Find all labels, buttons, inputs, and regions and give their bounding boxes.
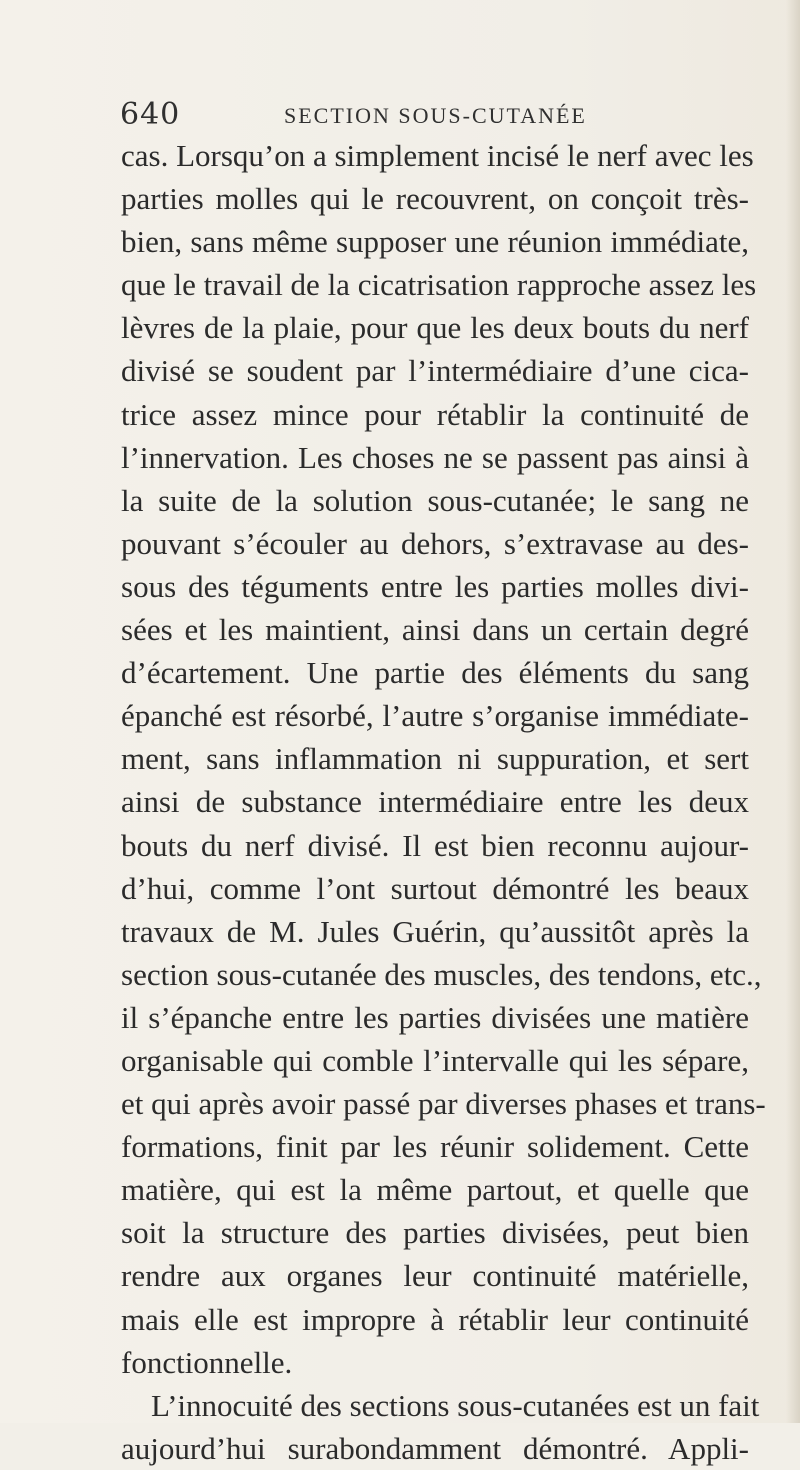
text-line: d’écartement. Une partie des éléments du sang bbox=[121, 655, 749, 691]
text-line: et qui après avoir passé par diverses phases et trans- bbox=[121, 1086, 766, 1122]
text-line: bouts du nerf divisé. Il est bien reconnu aujour- bbox=[121, 827, 749, 863]
text-line: trice assez mince pour rétablir la continuité de bbox=[121, 396, 749, 432]
text-line: travaux de M. Jules Guérin, qu’aussitôt après la bbox=[121, 913, 749, 949]
text-line: sées et les maintient, ainsi dans un certain degré bbox=[121, 612, 749, 648]
running-title: SECTION SOUS-CUTANÉE bbox=[284, 103, 587, 128]
text-line: d’hui, comme l’ont surtout démontré les beaux bbox=[121, 870, 749, 906]
text-line: L’innocuité des sections sous-cutanées est un fait bbox=[151, 1387, 760, 1423]
text-line: ment, sans inflammation ni suppuration, et sert bbox=[121, 741, 749, 777]
text-line: la suite de la solution sous-cutanée; le sang ne bbox=[121, 482, 749, 518]
text-line: formations, finit par les réunir solidement. Cette bbox=[121, 1129, 749, 1165]
text-line: épanché est résorbé, l’autre s’organise immédiate- bbox=[121, 698, 749, 734]
text-line: lèvres de la plaie, pour que les deux bouts du nerf bbox=[121, 310, 749, 346]
text-line: bien, sans même supposer une réunion immédiate, bbox=[121, 224, 749, 260]
text-line: matière, qui est la même partout, et quelle que bbox=[121, 1172, 749, 1208]
text-line: divisé se soudent par l’intermédiaire d’une cica- bbox=[121, 353, 749, 389]
page-number: 640 bbox=[120, 97, 181, 132]
text-line: mais elle est impropre à rétablir leur continuité bbox=[121, 1301, 749, 1337]
text-line: cas. Lorsqu’on a simplement incisé le nerf avec les bbox=[121, 138, 754, 173]
text-line: fonctionnelle. bbox=[121, 1344, 293, 1380]
page-edge-shadow bbox=[786, 0, 800, 1423]
text-line: sous des téguments entre les parties molles divi- bbox=[121, 568, 749, 604]
text-line: l’innervation. Les choses ne se passent pas ainsi à bbox=[121, 439, 749, 475]
body-text bbox=[121, 134, 766, 1470]
text-line: rendre aux organes leur continuité matérielle, bbox=[121, 1258, 749, 1294]
text-line: soit la structure des parties divisées, peut bien bbox=[121, 1215, 749, 1251]
page-header bbox=[120, 97, 730, 131]
text-line: section sous-cutanée des muscles, des tendons, etc., bbox=[121, 956, 762, 992]
text-line: parties molles qui le recouvrent, on conçoit très- bbox=[121, 181, 749, 217]
text-line: il s’épanche entre les parties divisées une matière bbox=[121, 999, 749, 1035]
text-line: ainsi de substance intermédiaire entre les deux bbox=[121, 784, 749, 820]
text-line: aujourd’hui surabondamment démontré. Appli- bbox=[121, 1430, 749, 1466]
text-line: que le travail de la cicatrisation rapproche assez les bbox=[121, 267, 757, 303]
text-line: pouvant s’écouler au dehors, s’extravase au des- bbox=[121, 525, 749, 561]
text-line: organisable qui comble l’intervalle qui les sépare, bbox=[121, 1042, 749, 1078]
